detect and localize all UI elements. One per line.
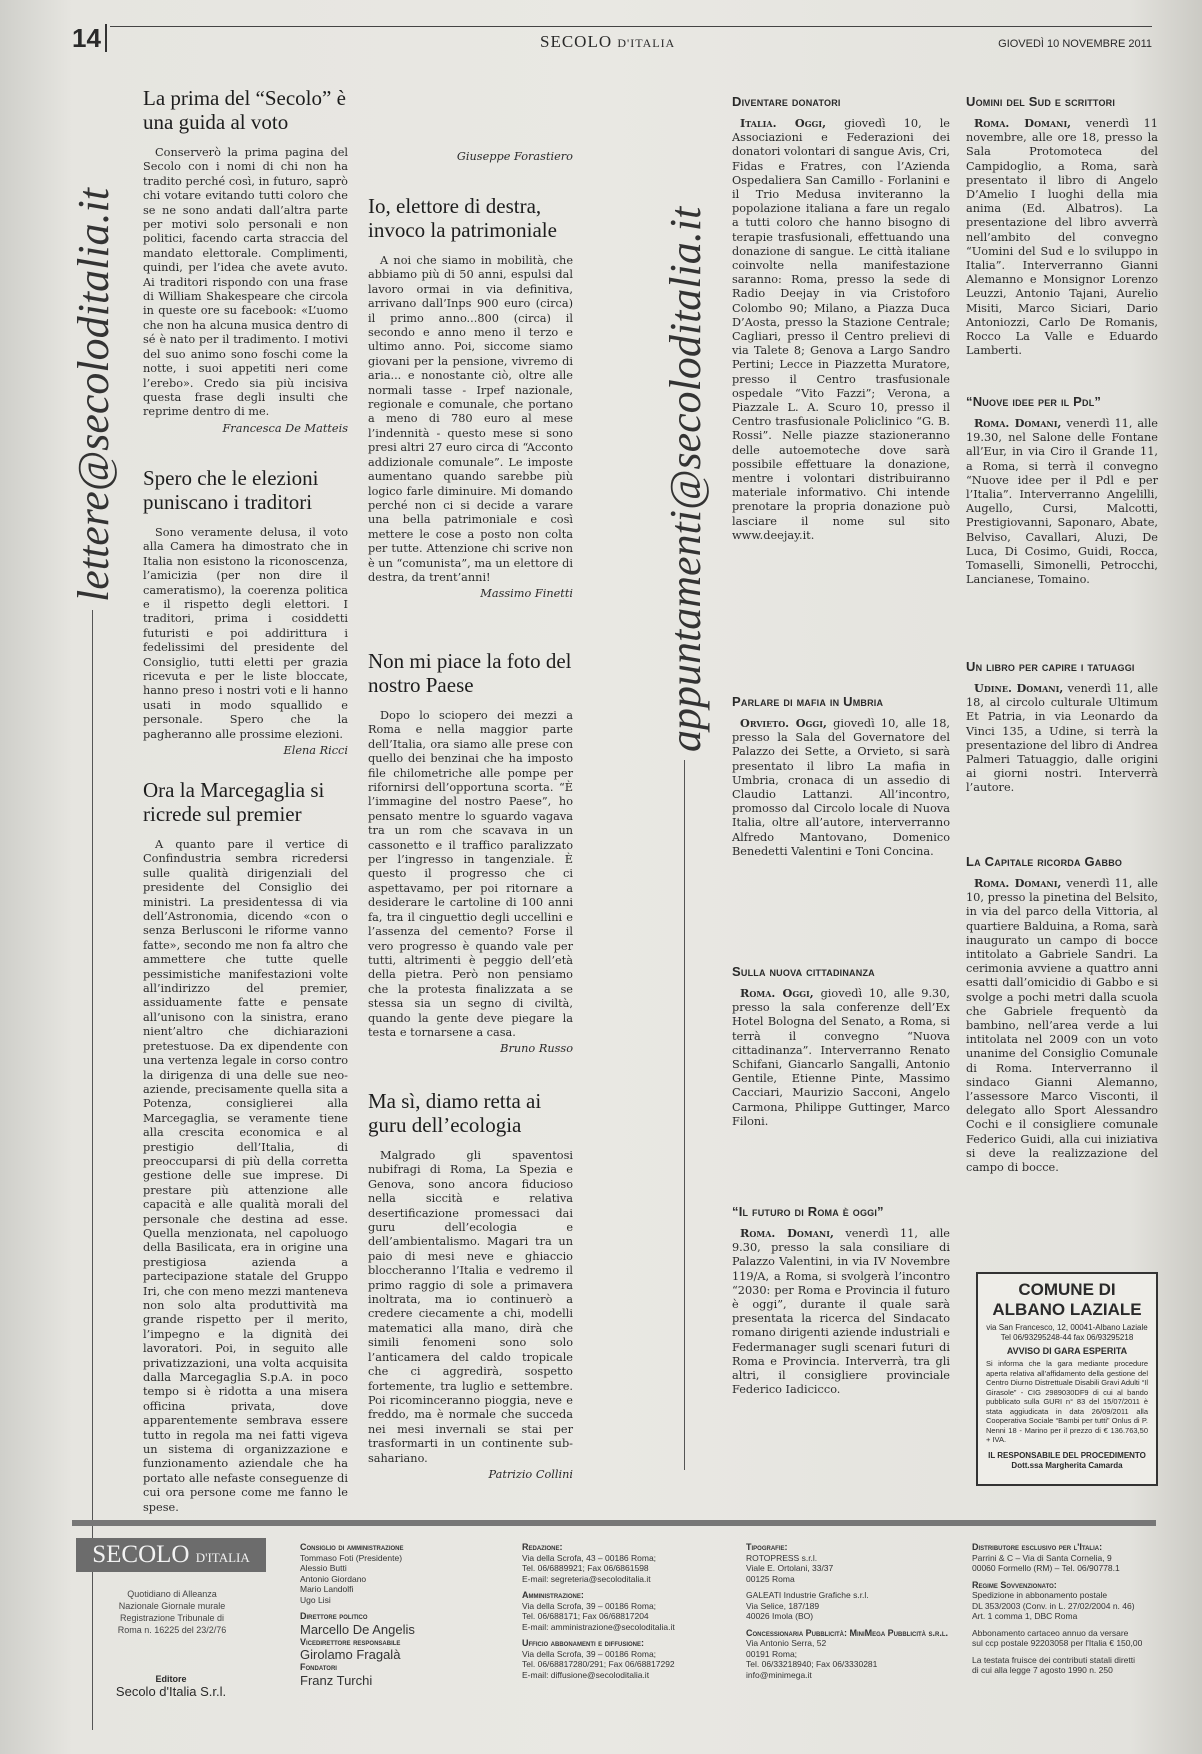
appointment-title: “Nuove idee per il Pdl” [966, 394, 1102, 409]
ad-notice-heading: AVVISO DI GARA ESPERITA [1006, 1346, 1128, 1356]
tender-notice-ad [976, 1272, 1158, 1486]
footer-distribution: Distributore esclusivo per l'Italia: Parrini & C – Via di Santa Cornelia, 9 00060 Formello (RM) – Tel. 06/90778.1 Regime Sovvenzionato: Spedizione in abbonamento postale DL 353/2003 (Conv. in L. 27/02/2004 n. 46) Art. 1 comma 1, DBC Roma Abbonamento cartaceo annuo da versare sul ccp postale 92203058 per l'Italia € 150,00 La testata fruisce dei contributi statali diretti di cui alla legge 7 agosto 1990 n. 250 [972, 1542, 1143, 1675]
appointment-title: Diventare donatori [732, 94, 841, 109]
footer-contacts: Redazione: Via della Scrofa, 43 – 00186 Roma; Tel. 06/6889921; Fax 06/6861598 E-mail: segreteria@secoloditalia.it Amministrazione: Via della Scrofa, 39 – 00186 Roma; Tel. 06/688171; Fax 06/68817204 E-mail: amministrazione@secoloditalia.it Ufficio abbonamenti e diffusione: Via della Scrofa, 39 – 00186 Roma; Tel. 06/68817280/291; Fax 06/68817292 E-mail: diffusione@secoloditalia.it [522, 1542, 675, 1680]
appointment-body: Roma. Domani, venerdì 11, alle 9.30, presso la sala consiliare di Palazzo Valentini, in via IV Novembre 119/A, a Roma, si svolgerà l’incontro “2030: per Roma e Provincia il futuro è oggi”, durante il quale sarà presentata la ricerca del Sindacato romano dirigenti aziende industriali e Federmanager sugli scenari futuri di Roma e Provincia. Interverrà, tra gli altri, il consigliere provinciale Federico Iadicicco. [732, 1226, 950, 1397]
letter-body: Malgrado gli spaventosi nubifragi di Roma, La Spezia e Genova, sono ancora fiducioso nella siccità e relativa desertificazione promessaci dai guru dell’ecologia e dell’ambientalismo. Magari tra un paio di mesi neve e ghiaccio bloccheranno l’Italia e vedremo il primo raggio di sole a primavera inoltrata, ma io continuerò a credere ciecamente a chi, modelli matematici alla mano, dirà che simili fenomeni sono solo l’anticamera del caldo tropicale che ci aggredirà, sospetto fortemente, tra luglio e settembre. Poi ricominceranno pioggia, neve e freddo, ma è normale che succeda nei mesi invernali se stai per trasformarti in un continente sub-sahariano. [368, 1149, 573, 1465]
appointment-item [966, 94, 1158, 394]
letter-body: Conserverò la prima pagina del Secolo con i nomi di chi non ha tradito perché così, in futuro, saprò chi votare evitando tutti coloro che se ne sono andati dall’altra parte per motivi solo personali e non politici, facendo carta straccia del mandato elettorale. Complimenti, quindi, per l’idea che avete avuto. Ai traditori rispondo con una frase di William Shakespeare che circola in queste ore su facebook: «L’uomo che non ha alcuna musica dentro di sé è nato per il tradimento. I motivi del suo animo sono foschi come la notte, i suoi appetiti neri come l’erebo». Credo sia più incisiva questa frase degli insulti che reprime dentro di me. [143, 146, 348, 419]
appointment-title: La Capitale ricorda Gabbo [966, 854, 1123, 869]
appointments-email-label: appuntamenti@secoloditalia.it [661, 206, 710, 752]
letter-title: Non mi piace la foto del nostro Paese [368, 649, 572, 697]
letters-column-1 [143, 86, 348, 1515]
appointment-body: Udine. Domani, venerdì 11, alle 18, al circolo culturale Ultimum Et Patria, in via Leonardo da Vinci 135, a Udine, si terrà la presentazione del libro di Andrea Palmeri Tatuaggio, dalle origini ai giorni nostri. Interverrà l’autore. [966, 681, 1159, 795]
letter-body: A quanto pare il vertice di Confindustria sembra ricredersi sulle qualità dirigenziali del presidente del Consiglio dei ministri. La presidentessa di via dell’Astronomia, dicendo «con o senza Berlusconi le riforme vanno fatte», secondo me non fa altro che ammettere che tutte quelle pessimistiche manifestazioni volte all’indirizzo del premier, assiduamente fatte e pensate all’unisono con la sinistra, erano nient’altro che dichiarazioni pretestuose. Da ex dipendente con una vertenza legale in corso contro la dirigenza di una delle sue neo-aziende, precisamente quella sita a Potenza, consiglierei alla Marcegaglia, se veramente tiene alla crescita economica e al prestigio dell’Italia, di preoccuparsi di più della corretta gestione delle sue imprese. Di prestare più attenzione alle capacità e alle qualità morali del personale che destina ad esse. Quella menzionata, nel capoluogo della Basilicata, era in origine una prestigiosa azienda a partecipazione statale del Gruppo Iri, che con meno mezzi manteneva non solo alta produttività ma grande rispetto per il merito, l’impegno e la dignità dei lavoratori. Poi, in seguito alle privatizzazioni, una volta acquisita dalla Marcegaglia S.p.A. in poco tempo si è ridotta a una misera officina privata, dove apparentemente sembrava essere tutto in regola ma nei fatti vigeva un sistema di organizzazione e funzionamento aziendale che ha portato alle nefaste conseguenze di cui ora persone come me fanno le spese. [143, 838, 348, 1514]
letter-body: Sono veramente delusa, il voto alla Camera ha dimostrato che in Italia non esistono la riconoscenza, l’amicizia (per non dire il cameratismo), la coerenza politica e il rispetto degli elettori. I traditori, prima i cosiddetti futuristi e poi addirittura i fedelissimi del presidente del Consiglio, tutti eletti per grazia ricevuta e per le liste bloccate, hanno preso i nostri voti e li hanno usati in modo squallido e personale. Spero che la pagheranno alle prossime elezioni. [143, 526, 348, 741]
letter-signature: Francesca De Matteis [222, 421, 348, 435]
appointments-column-1 [732, 94, 950, 1397]
letter-article [368, 194, 573, 649]
appointment-item [966, 659, 1158, 854]
letter-article [368, 649, 573, 1089]
page-header [72, 24, 1152, 54]
appointment-item [966, 394, 1158, 659]
footer-logo: SECOLO D'ITALIA [76, 1538, 266, 1572]
appointment-body: Roma. Domani, venerdì 11 novembre, alle ore 18, presso la Sala Protomoteca del Campidoglio, a Roma, sarà presentato il libro di Angelo D’Amelio I luoghi della mia anima (Ed. Albatros). La presentazione del libro avverrà nell’ambito del convegno “Uomini del Sud e lo sviluppo in Italia”. Interverranno Gianni Alemanno e Monsignor Lorenzo Leuzzi, Antonio Tajani, Aurelio Misiti, Marco Siciari, Dario Antoniozzi, Carlo De Romanis, Rocco La Valle e Eduardo Lamberti. [966, 116, 1158, 358]
ad-signature: IL RESPONSABILE DEL PROCEDIMENTO Dott.ssa Margherita Camarda [988, 1450, 1146, 1470]
appointment-title: Parlare di mafia in Umbria [732, 694, 884, 709]
footer-description: Quotidiano di Alleanza Nazionale Giornale murale Registrazione Tribunale di Roma n. 16225 del 23/2/76 [117, 1589, 227, 1635]
letter-title: Ora la Marcegaglia si ricrede sul premier [143, 778, 325, 826]
letter-signature: Elena Ricci [283, 744, 348, 758]
letter-title: La prima del “Secolo” è una guida al voto [143, 86, 346, 134]
letter-article [368, 1089, 573, 1482]
letter-signature: Patrizio Collini [488, 1467, 573, 1481]
letter-title: Io, elettore di destra, invoco la patrimoniale [368, 194, 557, 242]
appointment-body: Roma. Oggi, giovedì 10, alle 9.30, presso la sala conferenze dell’Ex Hotel Bologna del Senato, a Roma, si terrà il convegno “Nuova cittadinanza”. Interverranno Renato Schifani, Giancarlo Sangalli, Antonio Gentile, Etienne Pinte, Massimo Cacciari, Maurizio Sacconi, Angelo Carmona, Philippe Guttinger, Marco Filoni. [732, 986, 950, 1128]
appointment-item [732, 94, 950, 694]
appointment-body: Orvieto. Oggi, giovedì 10, alle 18, presso la Sala del Governatore del Palazzo dei Sette, a Orvieto, si sarà presentato il libro La mafia in Umbria, cronaca di un assedio di Claudio Lattanzi. All’incontro, promosso dal Circolo locale di Nuova Italia, oltre all’autore, interverranno Alfredo Mantovano, Domenico Benedetti Valentini e Toni Concina. [732, 716, 950, 858]
letters-email-label: lettere@secoloditalia.it [69, 188, 118, 602]
letter-article [143, 466, 348, 778]
page-number: 14 [72, 24, 107, 52]
letter-signature: Giuseppe Forastiero [456, 150, 573, 163]
issue-date: GIOVEDÌ 10 NOVEMBRE 2011 [998, 38, 1152, 50]
appointment-body: Roma. Domani, venerdì 11, alle 10, presso la pinetina del Belsito, in via del parco della Vittoria, al quartiere Balduina, a Roma, sarà inaugurato un campo di bocce intitolato a Gabriele Sandri. La cerimonia avviene a quattro anni esatti dall’omicidio di Gabbo e si svolge a pochi metri dalla scuola che Gabriele frequentò da bambino, nell’area verde a lui intitolata nel 2009 con un voto unanime del Consiglio Comunale di Roma. Interverranno il sindaco Gianni Alemanno, l’assessore Marco Visconti, il delegato allo Sport Alessandro Cochi e il consigliere comunale Federico Guidi, alla cui iniziativa si deve la realizzazione del campo di bocce. [966, 876, 1158, 1175]
ad-title: COMUNE DI ALBANO LAZIALE [992, 1280, 1142, 1319]
appointment-body: Italia. Oggi, giovedì 10, le Associazioni e Federazioni dei donatori volontari di sangue Avis, Cri, Fidas e Fratres, con l’Azienda Ospedaliera San Camillo - Forlanini e il Trio Medusa inviteranno la popolazione italiana a fare un regalo a tutti coloro che hanno bisogno di terapie trasfusionali, effettuando una donazione di sangue. Le città italiane coinvolte nella manifestazione saranno: Roma, presso la sede di Radio Deejay in via Cristoforo Colombo 90; Milano, a Piazza Duca D’Aosta, presso la Stazione Centrale; Cagliari, presso il Centro prelievi di via Talete 8; Genova a Largo Sandro Pertini; Lecce in Piazzetta Muratore, presso il Centro trasfusionale ospedale “Vito Fazzi”; Verona, a Piazzale L. A. Scuro 10, presso il Centro trasfusionale Policlinico “G. B. Rossi”. Nelle piazze stazioneranno delle autoemoteche dove sarà possibile effettuare la donazione, mentre i volontari distribuiranno materiale informativo. Chi intende prenotare la propria donazione può lasciare il nome sul sito www.deejay.it. [732, 116, 950, 542]
ad-body: Si informa che la gara mediante procedure aperta relativa all’affidamento della gestione del Centro Diurno Distrettuale Disabili Gravi Adulti “Il Girasole” - CIG 2989030DF9 di cui al bando pubblicato sulla GURI n° 83 del 15/07/2011 è stata aggiudicata in data 26/09/2011 alla Cooperativa Sociale “Bambi per tutti” Onlus di P. Nenni 18 - Marino per il prezzo di € 136.763,50 + IVA. [986, 1359, 1148, 1444]
appointments-column-2 [966, 94, 1158, 1175]
appointments-rule [684, 760, 685, 1470]
footer-printing: Tipografie: ROTOPRESS s.r.l. Viale E. Ortolani, 33/37 00125 Roma GALEATI Industrie Grafiche s.r.l. Via Selice, 187/189 40026 Imola (BO) Concessionaria Pubblicità: MiniMega Pubblicità s.r.l. Via Antonio Serra, 52 00191 Roma; Tel. 06/33218940; Fax 06/3330281 info@minimega.it [746, 1542, 948, 1680]
footer-editor: Editore Secolo d'Italia S.r.l. [115, 1674, 227, 1699]
letter-title: Ma sì, diamo retta ai guru dell’ecologia [368, 1089, 542, 1137]
letter-signature: Bruno Russo [500, 1042, 573, 1056]
letter-body: A noi che siamo in mobilità, che abbiamo più di 50 anni, espulsi dal lavoro ormai in via definitiva, arrivano dall’Inps 900 euro (circa) il primo anno...800 (circa) il secondo e anno meno il terzo e ultimo anno. Poi, siccome siamo giovani per la pensione, vivremo di aria... e nonostante ciò, oltre alle normali tasse - Irpef nazionale, regionale e comunale, che portano a meno di 780 euro al mese l’indennità - questo mese si sono presi altri 27 euro circa di “Acconto addizionale comunale”. Le imposte aumentano quando sarebbe più logico farle diminuire. Mi domando perché non ci si decide a varare una bella patrimoniale e così mettere le cose a posto non colta per tutte. Attenzione chi scrive non è un “comunista”, ma un elettore di destra, da trent’anni! [368, 254, 573, 584]
appointment-title: Sulla nuova cittadinanza [732, 964, 875, 979]
appointment-title: Un libro per capire i tatuaggi [966, 659, 1135, 674]
letter-continuation [368, 86, 573, 194]
header-rule [110, 26, 1152, 27]
ad-address: via San Francesco, 12, 00041-Albano Laziale Tel 06/93295248-44 fax 06/93295218 [986, 1323, 1148, 1342]
letter-title: Spero che le elezioni puniscano i traditori [143, 466, 319, 514]
appointment-title: Uomini del Sud e scrittori [966, 94, 1116, 109]
appointment-item [732, 964, 950, 1204]
letter-article [143, 86, 348, 466]
appointment-item [966, 854, 1158, 1175]
letter-article [143, 778, 348, 1515]
appointment-title: “Il futuro di Roma è oggi” [732, 1204, 884, 1219]
appointment-item [732, 694, 950, 964]
colophon [72, 1520, 1156, 1706]
masthead: SECOLO D'ITALIA [540, 32, 676, 51]
appointment-body: Roma. Domani, venerdì 11, alle 19.30, nel Salone delle Fontane all’Eur, in via Ciro il Grande 11, a Roma, si terrà il convegno “Nuove idee per il Pdl e per l’Italia”. Interverranno Angelilli, Augello, Cursi, Malcotti, Prestigiovanni, Saponaro, Abate, Belviso, Cavallari, Aluzi, De Luca, Di Cosimo, Guidi, Rocca, Tomaselli, Simonelli, Petrocchi, Lancianese, Tomaino. [966, 416, 1158, 587]
letters-column-2 [368, 86, 573, 1482]
letter-body: Dopo lo sciopero dei mezzi a Roma e nella maggior parte dell’Italia, ora siamo alle prese con quello dei benzinai che ha imposto file chilometriche alle pompe per rifornirsi dell’opportuna scorta. “È l’immagine del nostro Paese”, ho pensato mentre lo sguardo vagava tra un rom che scavava in un cassonetto e il traffico paralizzato per l’ingresso in tangenziale. È questo il progresso che ci aspettavamo, per poi ritornare a desiderare le cartoline di 100 anni fa, tra il cinguettio degli uccellini e l’assenza del cemento? Forse il vero progresso è quando vale per tutti, altrimenti è peggio dell’età della pietra. Però non pensiamo che la protesta finalizzata a se stessa sia un segno di civiltà, quando la gente deve piegare la testa e tornarsene a casa. [368, 709, 573, 1039]
letter-signature: Massimo Finetti [480, 587, 573, 601]
footer-board: Consiglio di amministrazione Tommaso Foti (Presidente) Alessio Butti Antonio Giordano Mario Landolfi Ugo Lisi Direttore politico Marcello De Angelis Vicedirettore responsabile Girolamo Fragalà Fondatori Franz Turchi [300, 1542, 415, 1688]
appointment-item [732, 1204, 950, 1397]
